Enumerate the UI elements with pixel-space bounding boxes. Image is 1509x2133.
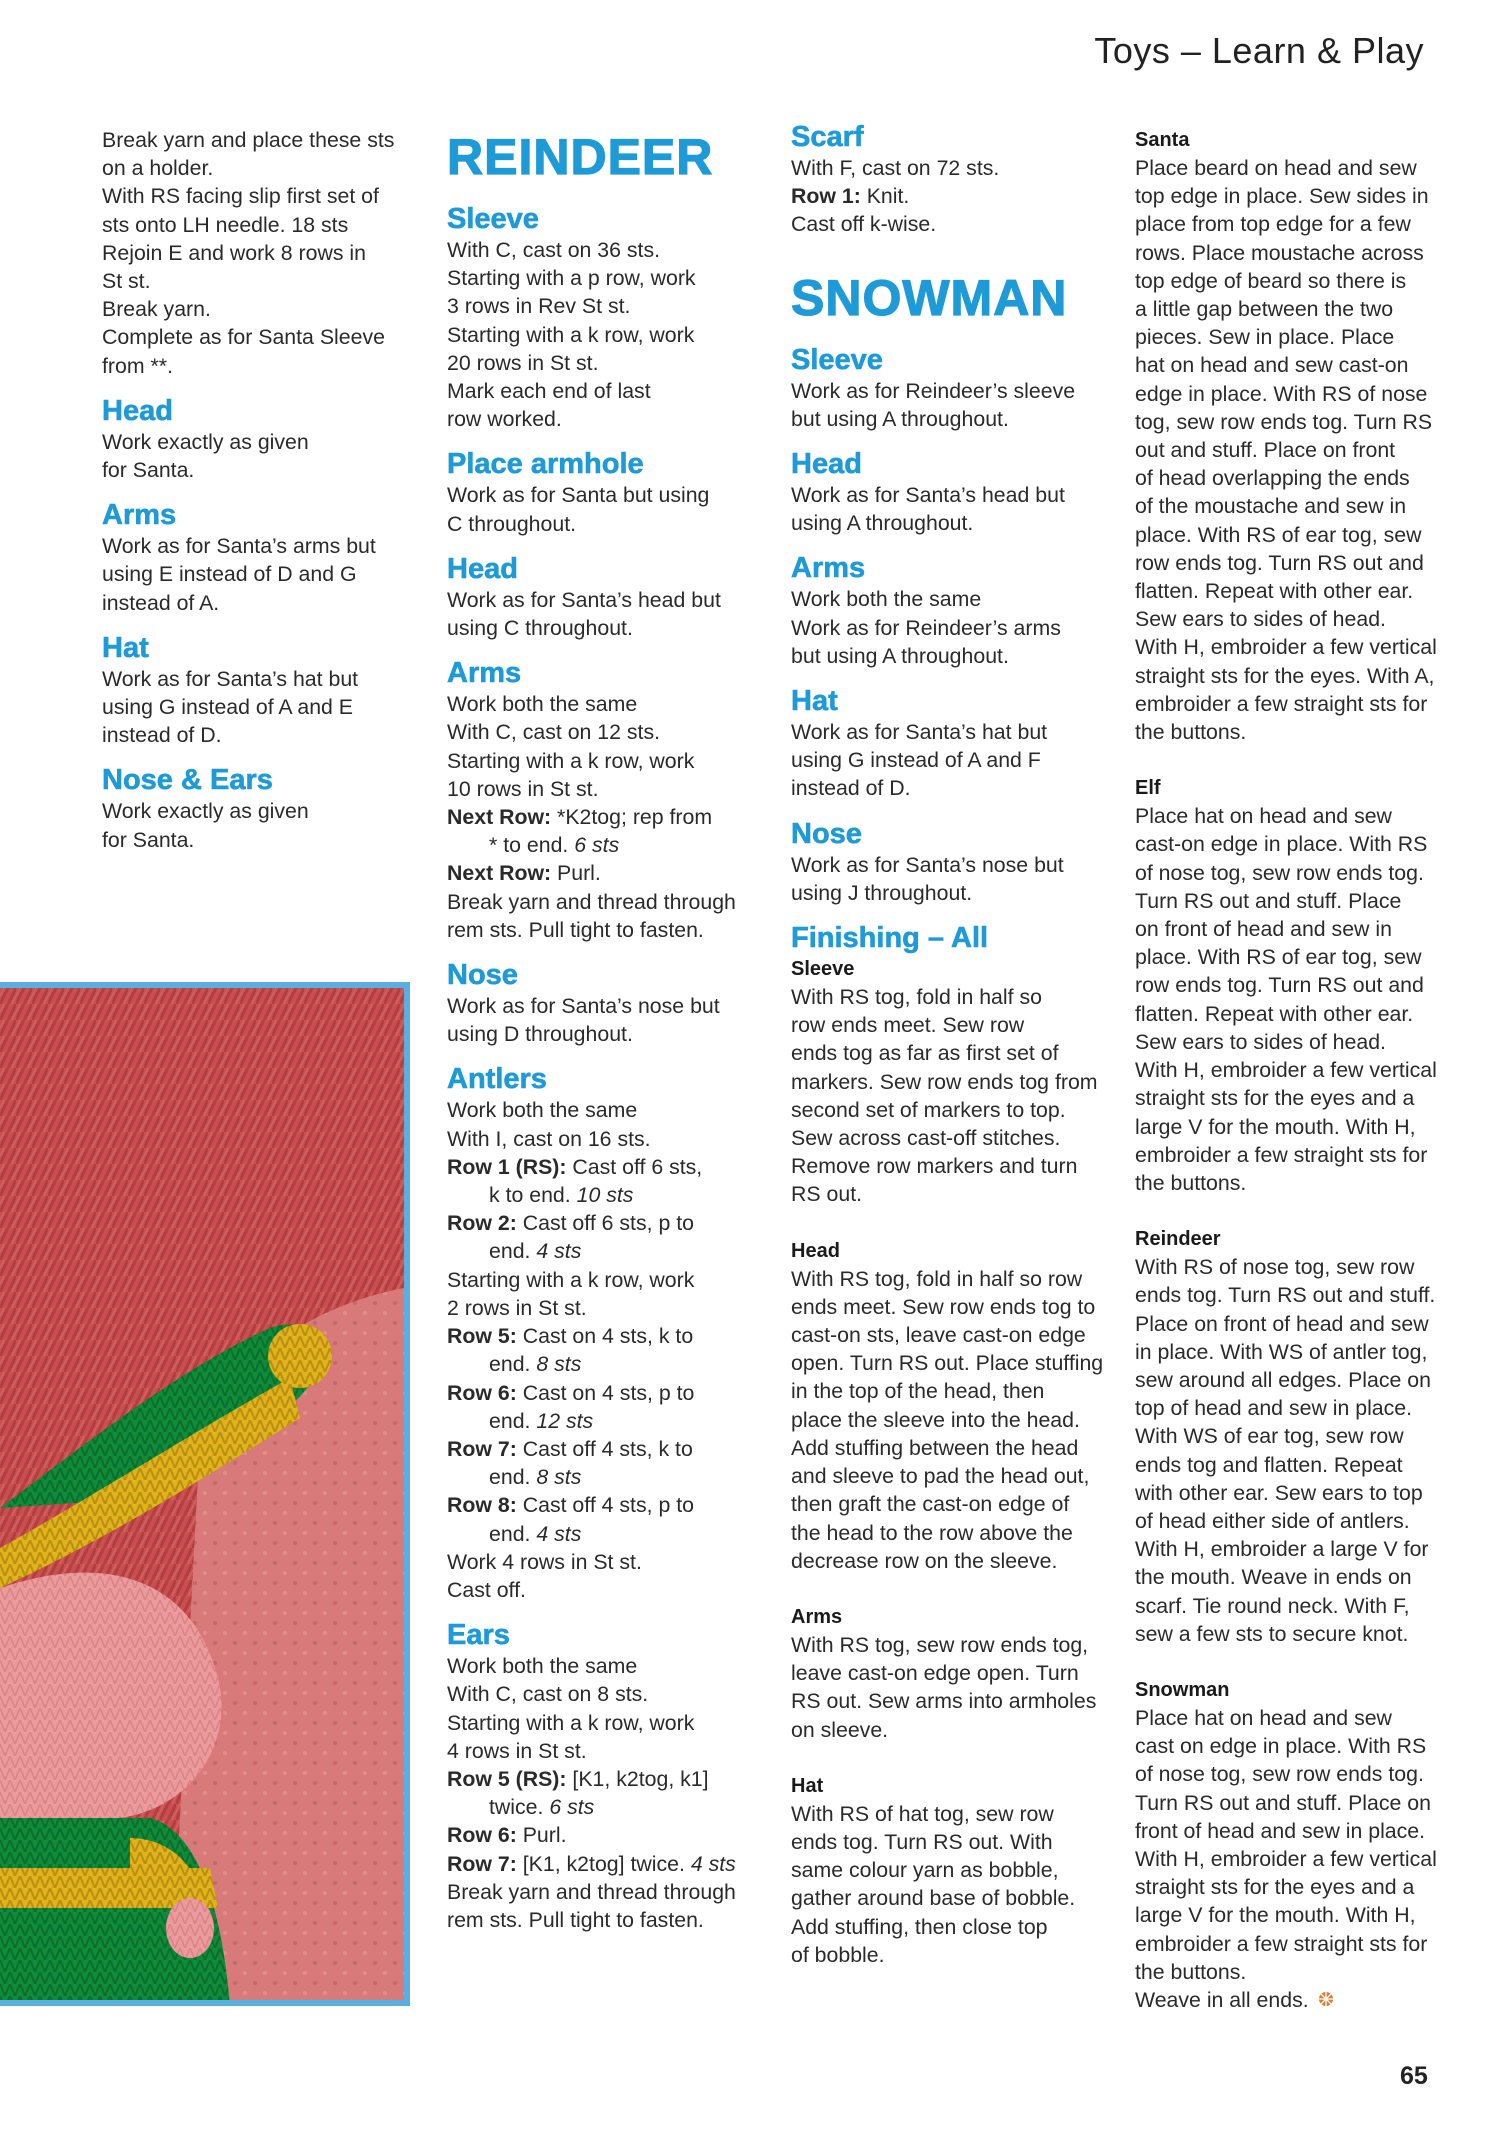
subheading-hat: Hat [791, 1774, 824, 1797]
heading-arms: Arms [447, 657, 522, 690]
end-ornament-icon [1317, 1987, 1335, 2015]
intro-text: Break yarn and place these sts on a holder. With RS facing slip first set of sts onto LH needle. 18 sts Rejoin E and work 8 rows in St st. Break yarn. Complete as for Santa Sleeve from **. [102, 128, 395, 378]
head-text: Work exactly as given for Santa. [102, 429, 309, 483]
finishing-hat-text: With RS of hat tog, sew row ends tog. Turn RS out. With same colour yarn as bobble, gather around base of bobble. Add stuffing, then close top of bobble. [791, 1801, 1076, 1967]
head-text: Work as for Santa’s head but using A throughout. [791, 483, 1065, 536]
elf-text: Place hat on head and sew cast-on edge in place. With RS of nose tog, sew row ends tog. Turn RS out and stuff. Place on front of head and sew in place. With RS of ear tog, sew row ends tog. Turn RS out and flatten. Repeat with other ear. Sew ears to sides of head. With H, embroider a few vertical straight sts for the eyes and a large V for the mouth. With H, embroider a few straight sts for the buttons. [1135, 804, 1437, 1195]
heading-arms: Arms [791, 552, 866, 585]
column-2 [447, 126, 767, 1934]
column-4 [1135, 126, 1465, 2015]
heading-scarf: Scarf [791, 121, 864, 153]
antlers-text: Work both the same With I, cast on 16 sts. Row 1 (RS): Cast off 6 sts, k to end. 10 sts Row 2: Cast off 6 sts, p to end. 4 sts Starting with a k row, work 2 rows in St st. Row 5: Cast on 4 sts, k to end. 8 sts Row 6: Cast on 4 sts, p to end. 12 sts Row 7: Cast off 4 sts, k to end. 8 sts Row 8: Cast off 4 sts, p to end. 4 sts Work 4 rows in St st. Cast off. [447, 1098, 703, 1602]
head-text: Work as for Santa’s head but using C throughout. [447, 587, 721, 641]
heading-head: Head [447, 552, 518, 585]
page-number: 65 [1400, 2062, 1428, 2090]
heading-head: Head [102, 394, 173, 427]
heading-place-armhole: Place armhole [447, 448, 644, 481]
column-1 [102, 126, 422, 854]
heading-nose: Nose [791, 817, 862, 850]
heading-arms: Arms [102, 499, 177, 532]
nose-ears-text: Work exactly as given for Santa. [102, 799, 309, 852]
heading-hat: Hat [791, 685, 838, 718]
ears-text: Work both the same With C, cast on 8 sts. Starting with a k row, work 4 rows in St st. Row 5 (RS): [K1, k2tog, k1] twice. 6 sts Row 6: Purl. Row 7: [K1, k2tog] twice. 4 sts Break yarn and thread through rem sts. Pull tight to fasten. [447, 1654, 736, 1932]
arms-text: Work as for Santa’s arms but using E instead of D and G instead of A. [102, 534, 376, 615]
finishing-sleeve-text: With RS tog, fold in half so row ends meet. Sew row ends tog as far as first set of markers. Sew row ends tog from second set of markers to top. Sew across cast-off stitches. Remove row markers and turn RS out. [791, 985, 1098, 1207]
nose-text: Work as for Santa’s nose but using D throughout. [447, 994, 720, 1047]
sleeve-text: Work as for Reindeer’s sleeve but using A throughout. [791, 378, 1076, 431]
column-3 [791, 120, 1121, 1969]
section-label: Toys – Learn & Play [1094, 30, 1424, 71]
sleeve-text: With C, cast on 36 sts. Starting with a p row, work 3 rows in Rev St st. Starting with a k row, work 20 rows in St st. Mark each end of last row worked. [447, 238, 696, 432]
armhole-text: Work as for Santa but using C throughout. [447, 483, 710, 536]
hat-text: Work as for Santa’s hat but using G instead of A and E instead of D. [102, 666, 359, 748]
finishing-head-text: With RS tog, fold in half so row ends meet. Sew row ends tog to cast-on sts, leave cast-on edge open. Turn RS out. Place stuffing in the top of the head, then place the sleeve into the head. Add stuffing between the head and sleeve to pad the head out, then graft the cast-on edge of the head to the row above the decrease row on the sleeve. [791, 1266, 1104, 1573]
hat-text: Work as for Santa’s hat but using G instead of A and F instead of D. [791, 720, 1048, 801]
subheading-snowman: Snowman [1135, 1678, 1230, 1701]
title-reindeer: REINDEER [447, 129, 714, 185]
heading-hat: Hat [102, 631, 149, 664]
heading-sleeve: Sleeve [791, 343, 883, 376]
elf-toy-photo [0, 982, 410, 2006]
subheading-head: Head [791, 1239, 840, 1262]
scarf-text: With F, cast on 72 sts. Row 1: Knit. Cast off k-wise. [791, 156, 1000, 237]
subheading-sleeve: Sleeve [791, 958, 855, 981]
finishing-arms-text: With RS tog, sew row ends tog, leave cast-on edge open. Turn RS out. Sew arms into armholes on sleeve. [791, 1632, 1097, 1742]
arms-text: Work both the same Work as for Reindeer’s arms but using A throughout. [791, 587, 1061, 668]
heading-ears: Ears [447, 1619, 510, 1652]
heading-nose: Nose [447, 959, 518, 992]
nose-text: Work as for Santa’s nose but using J throughout. [791, 852, 1064, 905]
subheading-reindeer: Reindeer [1135, 1228, 1221, 1251]
arms-text: Work both the same With C, cast on 12 sts. Starting with a k row, work 10 rows in St st. Next Row: *K2tog; rep from * to end. 6 sts Next Row: Purl. Break yarn and thread through rem sts. Pull tight to fasten. [447, 692, 736, 942]
reindeer-text: With RS of nose tog, sew row ends tog. Turn RS out and stuff. Place on front of head and sew in place. With WS of antler tog, sew around all edges. Place on top of head and sew in place. With WS of ear tog, sew row ends tog and flatten. Repeat with other ear. Sew ears to top of head either side of antlers. With H, embroider a large V for the mouth. Weave in ends on scarf. Tie round neck. With F, sew a few sts to secure knot. [1135, 1255, 1436, 1646]
heading-antlers: Antlers [447, 1063, 547, 1096]
heading-head: Head [791, 448, 862, 481]
title-snowman: SNOWMAN [791, 269, 1068, 326]
subheading-santa: Santa [1135, 129, 1190, 151]
subheading-elf: Elf [1135, 777, 1161, 800]
heading-sleeve: Sleeve [447, 203, 539, 235]
santa-text: Place beard on head and sew top edge in place. Sew sides in place from top edge for a few rows. Place moustache across top edge of beard so there is a little gap between the two pieces. Sew in place. Place hat on head and sew cast-on edge in place. With RS of nose tog, sew row ends tog. Turn RS out and stuff. Place on front of head overlapping the ends of the moustache and sew in place. With RS of ear tog, sew row ends tog. Turn RS out and flatten. Repeat with other ear. Sew ears to sides of head. With H, embroider a few vertical straight sts for the eyes. With A, embroider a few straight sts for the buttons. [1135, 156, 1437, 745]
subheading-arms: Arms [791, 1605, 843, 1628]
heading-nose-ears: Nose & Ears [102, 764, 273, 797]
snowman-text: Place hat on head and sew cast on edge in place. With RS of nose tog, sew row ends tog. Turn RS out and stuff. Place on front of head and sew in place. With H, embroider a few vertical straight sts for the eyes and a large V for the mouth. With H, embroider a few straight sts for the buttons. Weave in all ends. [1135, 1704, 1465, 2016]
heading-finishing-all: Finishing – All [791, 922, 989, 955]
